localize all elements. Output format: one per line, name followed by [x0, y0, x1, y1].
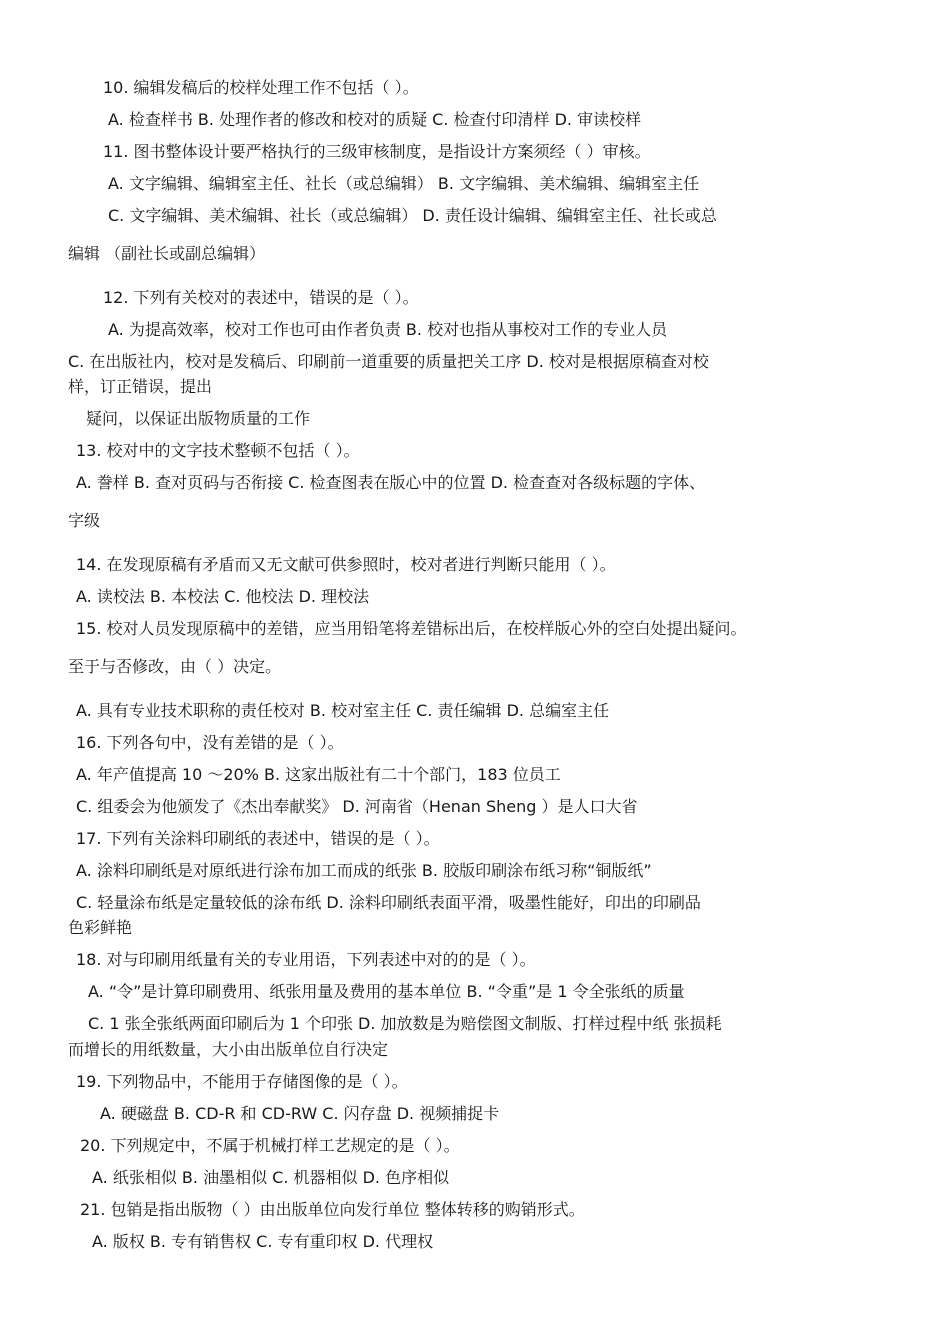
q20-stem: 20. 下列规定中，不属于机械打样工艺规定的是（ ）。: [80, 1136, 460, 1155]
q19-options: A. 硬磁盘 B. CD-R 和 CD-RW C. 闪存盘 D. 视频捕捉卡: [100, 1104, 500, 1123]
q13-options: A. 誊样 B. 查对页码与否衔接 C. 检查图表在版心中的位置 D. 检查查对各级标题的字体、: [76, 473, 706, 492]
q13-options-cont: 字级: [68, 511, 101, 530]
q18-options-cd-cont: 而增长的用纸数量，大小由出版单位自行决定: [68, 1040, 389, 1059]
q18-options-ab: A. “令”是计算印刷费用、纸张用量及费用的基本单位 B. “令重”是 1 令全张纸的质量: [88, 982, 685, 1001]
q16-options-cd: C. 组委会为他颁发了《杰出奉献奖》 D. 河南省（Henan Sheng ）是人口大省: [76, 797, 638, 816]
q13-stem: 13. 校对中的文字技术整顿不包括（ ）。: [76, 441, 360, 460]
q15-stem-cont: 至于与否修改，由（ ）决定。: [68, 657, 282, 676]
q12-options-cd: C. 在出版社内，校对是发稿后、印刷前一道重要的质量把关工序 D. 校对是根据原稿查对校: [68, 352, 709, 371]
q17-stem: 17. 下列有关涂料印刷纸的表述中，错误的是（ ）。: [76, 829, 440, 848]
q11-options-cd: C. 文字编辑、美术编辑、社长（或总编辑） D. 责任设计编辑、编辑室主任、社长或总: [108, 206, 717, 225]
q10-options: A. 检查样书 B. 处理作者的修改和校对的质疑 C. 检查付印清样 D. 审读校样: [108, 110, 642, 129]
q16-options-ab: A. 年产值提高 10 ～20% B. 这家出版社有二十个部门，183 位员工: [76, 765, 561, 784]
q17-options-ab: A. 涂料印刷纸是对原纸进行涂布加工而成的纸张 B. 胶版印刷涂布纸习称“铜版纸”: [76, 861, 652, 880]
q18-stem: 18. 对与印刷用纸量有关的专业用语，下列表述中对的的是（ ）。: [76, 950, 536, 969]
q12-options-ab: A. 为提高效率，校对工作也可由作者负责 B. 校对也指从事校对工作的专业人员: [108, 320, 668, 339]
q10-stem: 10. 编辑发稿后的校样处理工作不包括（ ）。: [103, 78, 419, 97]
q19-stem: 19. 下列物品中，不能用于存储图像的是（ ）。: [76, 1072, 408, 1091]
q16-stem: 16. 下列各句中，没有差错的是（ ）。: [76, 733, 344, 752]
q11-options-cd-cont: 编辑 （副社长或副总编辑）: [68, 244, 266, 263]
q12-options-cd-cont1: 样，订正错误，提出: [68, 377, 213, 396]
q17-options-cd: C. 轻量涂布纸是定量较低的涂布纸 D. 涂料印刷纸表面平滑，吸墨性能好，印出的印刷品: [76, 893, 701, 912]
q11-options-ab: A. 文字编辑、编辑室主任、社长（或总编辑） B. 文字编辑、美术编辑、编辑室主任: [108, 174, 700, 193]
q18-options-cd: C. 1 张全张纸两面印刷后为 1 个印张 D. 加放数是为赔偿图文制版、打样过程中纸 张损耗: [88, 1014, 722, 1033]
q11-stem: 11. 图书整体设计要严格执行的三级审核制度，是指设计方案须经（ ）审核。: [103, 142, 651, 161]
q21-options: A. 版权 B. 专有销售权 C. 专有重印权 D. 代理权: [92, 1232, 434, 1251]
q14-options: A. 读校法 B. 本校法 C. 他校法 D. 理校法: [76, 587, 370, 606]
q12-stem: 12. 下列有关校对的表述中，错误的是（ ）。: [103, 288, 419, 307]
q21-stem: 21. 包销是指出版物（ ）由出版单位向发行单位 整体转移的购销形式。: [80, 1200, 585, 1219]
q20-options: A. 纸张相似 B. 油墨相似 C. 机器相似 D. 色序相似: [92, 1168, 450, 1187]
q17-options-cd-cont: 色彩鲜艳: [68, 918, 133, 937]
q15-options: A. 具有专业技术职称的责任校对 B. 校对室主任 C. 责任编辑 D. 总编室主任: [76, 701, 610, 720]
q14-stem: 14. 在发现原稿有矛盾而又无文献可供参照时，校对者进行判断只能用（ ）。: [76, 555, 616, 574]
q15-stem: 15. 校对人员发现原稿中的差错，应当用铅笔将差错标出后，在校样版心外的空白处提出疑问。: [76, 619, 747, 638]
q12-options-cd-cont2: 疑问，以保证出版物质量的工作: [86, 409, 311, 428]
